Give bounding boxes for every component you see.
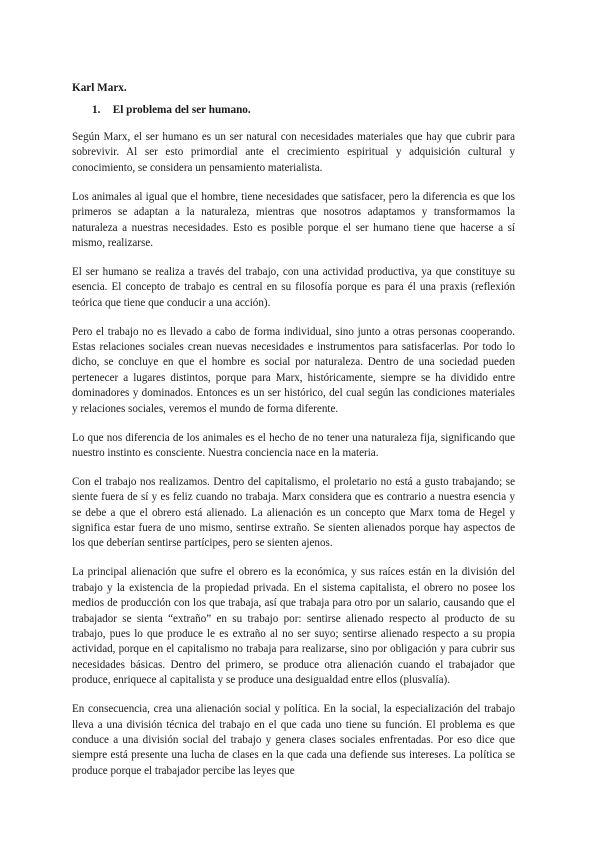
paragraph: Pero el trabajo no es llevado a cabo de forma individual, sino junto a otras personas cooperando. Estas relaciones sociales crean nuevas necesidades e instrumentos para satisfacerlas. Por todo lo dicho, se concluye en que el hombre es social por naturaleza. Dentro de una sociedad pueden pertenecer a lugares distintos, porque para Marx, históricamente, siempre se ha dividido entre dominadores y dominados. Entonces es un ser histórico, del cual según las condiciones materiales y relaciones sociales, veremos el mundo de forma diferente. bbox=[72, 325, 515, 415]
paragraph: En consecuencia, crea una alienación social y política. En la social, la especialización del trabajo lleva a una división técnica del trabajo en el que cada uno tiene su función. El problema es que conduce a una división social del trabajo y genera clases sociales enfrentadas. Por eso dice que siempre está presente una lucha de clases en la que cada una defiende sus intereses. La política se produce porque el trabajador percibe las leyes que bbox=[72, 703, 515, 777]
section-heading bbox=[92, 104, 515, 116]
document-title: Karl Marx. bbox=[72, 82, 127, 94]
paragraph: Los animales al igual que el hombre, tiene necesidades que satisfacer, pero la diferencia es que los primeros se adaptan a la naturaleza, mientras que nosotros adaptamos y transformamos la naturaleza a nuestras necesidades. Esto es posible porque el ser humano tiene que hacerse a sí mismo, realizarse. bbox=[72, 190, 515, 249]
section-number: 1. bbox=[92, 104, 101, 116]
section-title: El problema del ser humano. bbox=[112, 104, 251, 116]
paragraph: La principal alienación que sufre el obrero es la económica, y sus raíces están en la división del trabajo y la existencia de la propiedad privada. En el sistema capitalista, el obrero no posee los medios de producción con los que trabaja, así que trabaja para otro por un salario, causando que el trabajador se sienta “extraño” en su trabajo por: sentirse alienado respecto al producto de su trabajo, pues lo que produce le es extraño al no ser suyo; sentirse alienado respecto a su propia actividad, porque en el capitalismo no trabaja para realizarse, sino por obligación y para cubrir sus necesidades básicas. Dentro del primero, se produce otra alienación cuando el trabajador que produce, enriquece al capitalista y se produce una desigualdad entre ellos (plusvalía). bbox=[72, 566, 515, 687]
paragraph: Según Marx, el ser humano es un ser natural con necesidades materiales que hay que cubrir para sobrevivir. Al ser esto primordial ante el crecimiento espiritual y adquisición cultural y conocimiento, se considera un pensamiento materialista. bbox=[72, 131, 515, 174]
paragraph: Lo que nos diferencia de los animales es el hecho de no tener una naturaleza fija, significando que nuestro instinto es consciente. Nuestra conciencia nace en la materia. bbox=[72, 431, 515, 459]
paragraph: El ser humano se realiza a través del trabajo, con una actividad productiva, ya que constituye su esencia. El concepto de trabajo es central en su filosofía porque es para él una praxis (reflexión teórica que tiene que conducir a una acción). bbox=[72, 265, 515, 309]
paragraph: Con el trabajo nos realizamos. Dentro del capitalismo, el proletario no está a gusto trabajando; se siente fuera de sí y es feliz cuando no trabaja. Marx considera que es contrario a nuestra esencia y se debe a que el obrero está alienado. La alienación es un concepto que Marx toma de Hegel y significa estar fuera de uno mismo, sentirse extraño. Se sienten alienados porque hay aspectos de los que deberían sentirse partícipes, pero se sienten ajenos. bbox=[72, 475, 515, 550]
